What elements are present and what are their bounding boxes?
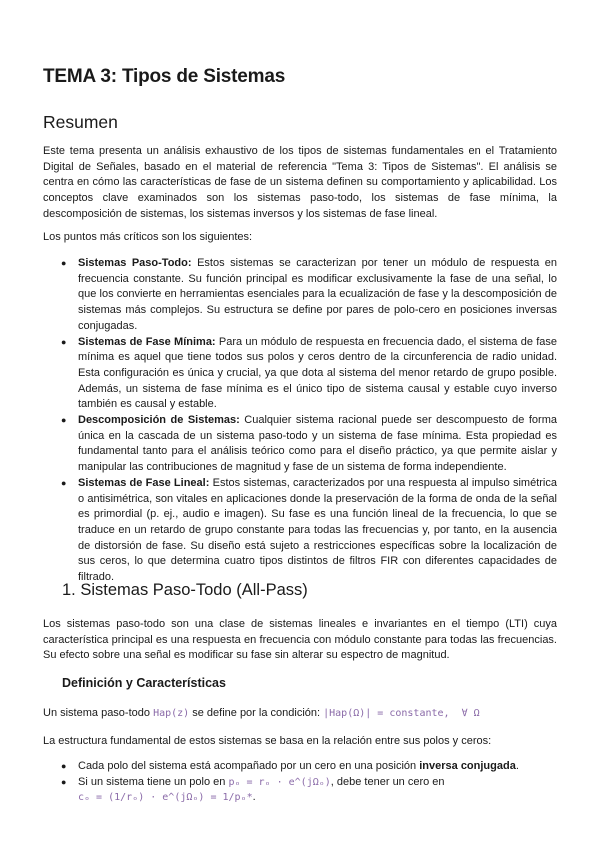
summary-heading: Resumen	[43, 112, 118, 132]
structure-paragraph: La estructura fundamental de estos sistemas se basa en la relación entre sus polos y ceros:	[43, 735, 492, 747]
formula-condition: |Hap(Ω)| = constante, ∀ Ω	[323, 708, 480, 719]
formula-pole: pₒ = rₒ · e^(jΩₒ)	[228, 776, 331, 788]
formula-zero: cₒ = (1/rₒ) · e^(jΩₒ) = 1/pₒ*	[78, 792, 253, 804]
item-text: .	[252, 791, 256, 804]
item-bold: inversa conjugada	[419, 760, 516, 772]
list-item	[43, 775, 557, 806]
bullet-icon: ●	[61, 258, 67, 268]
point-text: Estos sistemas se caracterizan por tener un módulo de respuesta en frecuencia constante. Su función principal es modificar exclusivamente la fase de una señal, lo que los convierte en herramientas esenciales para la ecualización de fase y la descomposición de sistemas más complejos. Su estructura se define por pares de polo-cero en posiciones inversas conjugadas.	[78, 257, 557, 332]
section-title: 1. Sistemas Paso-Todo (All-Pass)	[62, 581, 308, 599]
point-label: Sistemas de Fase Lineal:	[78, 476, 210, 489]
bullet-icon: ●	[61, 776, 67, 787]
bullet-icon: ●	[61, 761, 67, 771]
page-title: TEMA 3: Tipos de Sistemas	[43, 66, 286, 87]
item-text: , debe tener un cero en	[330, 775, 445, 788]
list-item	[43, 759, 557, 775]
points-lead: Los puntos más críticos son los siguientes:	[43, 231, 253, 243]
bullet-icon: ●	[61, 336, 67, 347]
list-item	[43, 476, 557, 586]
point-text: Cualquier sistema racional puede ser descompuesto de forma única en la cascada de un sistema paso-todo y un sistema de fase mínima. Esta propiedad es fundamental tanto para el análisis teórico como para el diseño práctico, ya que permite aislar y manipular las contribuciones de magnitud y fase de un sistema de forma independiente.	[78, 414, 557, 474]
point-label: Descomposición de Sistemas:	[78, 414, 240, 427]
item-text: Si un sistema tiene un polo en	[78, 775, 229, 788]
point-label: Sistemas de Fase Mínima:	[78, 335, 216, 348]
formula-hap: Hap(z)	[153, 708, 190, 719]
section-intro: Los sistemas paso-todo son una clase de sistemas lineales e invariantes en el tiempo (LTI) cuya característica principal es una respuesta en frecuencia con módulo constante para todas las frecuencias. Su efecto sobre una señal es modificar su fase sin alterar su espectro de magnitud.	[43, 618, 557, 662]
point-text: Para un módulo de respuesta en frecuencia dado, el sistema de fase mínima es aquel que tiene todos sus polos y ceros dentro de la circunferencia de radio unidad. Esta configuración es única y crucial, ya que dota al sistema del menor retardo de grupo posible. Además, un sistema de fase mínima es el único tipo de sistema causal y estable cuyo inverso también es causal y estable.	[78, 335, 557, 411]
point-text: Estos sistemas, caracterizados por una respuesta al impulso simétrica o antisimétrica, son vitales en aplicaciones donde la preservación de la forma de onda de la señal es primordial (p. ej., audio e imagen). Su fase es una función lineal de la frecuencia, lo que se traduce en un retardo de grupo constante para todas las frecuencias y, por tanto, en la ausencia de distorsión de fase. Su diseño está sujeto a restricciones específicas sobre la localización de sus ceros, lo que determina cuatro tipos distintos de filtros FIR con diferentes capacidades de filtrado.	[78, 476, 557, 584]
definition-text: se define por la condición:	[189, 707, 324, 719]
bullet-icon: ●	[61, 415, 67, 426]
definition-paragraph	[43, 706, 557, 722]
item-text: .	[515, 760, 519, 772]
list-item	[43, 335, 557, 414]
list-item	[43, 256, 557, 335]
point-label: Sistemas Paso-Todo:	[78, 257, 192, 269]
bullet-icon: ●	[61, 477, 67, 488]
allpass-list	[43, 759, 557, 806]
summary-paragraph: Este tema presenta un análisis exhaustivo de los tipos de sistemas fundamentales en el Tratamiento Digital de Señales, basado en el material de referencia "Tema 3: Tipos de Sistemas". El análisis se centra en cómo las características de fase de un sistema definen su comportamiento y aplicabilidad. Los conceptos clave examinados son los sistemas paso-todo, los sistemas de fase mínima, la descomposición de sistemas, los sistemas inversos y los sistemas de fase lineal.	[43, 145, 557, 220]
definition-text: Un sistema paso-todo	[43, 707, 154, 719]
key-points-list	[43, 256, 557, 586]
subsection-title: Definición y Características	[62, 676, 226, 690]
item-text: Cada polo del sistema está acompañado por un cero en una posición	[78, 760, 420, 772]
list-item	[43, 413, 557, 476]
